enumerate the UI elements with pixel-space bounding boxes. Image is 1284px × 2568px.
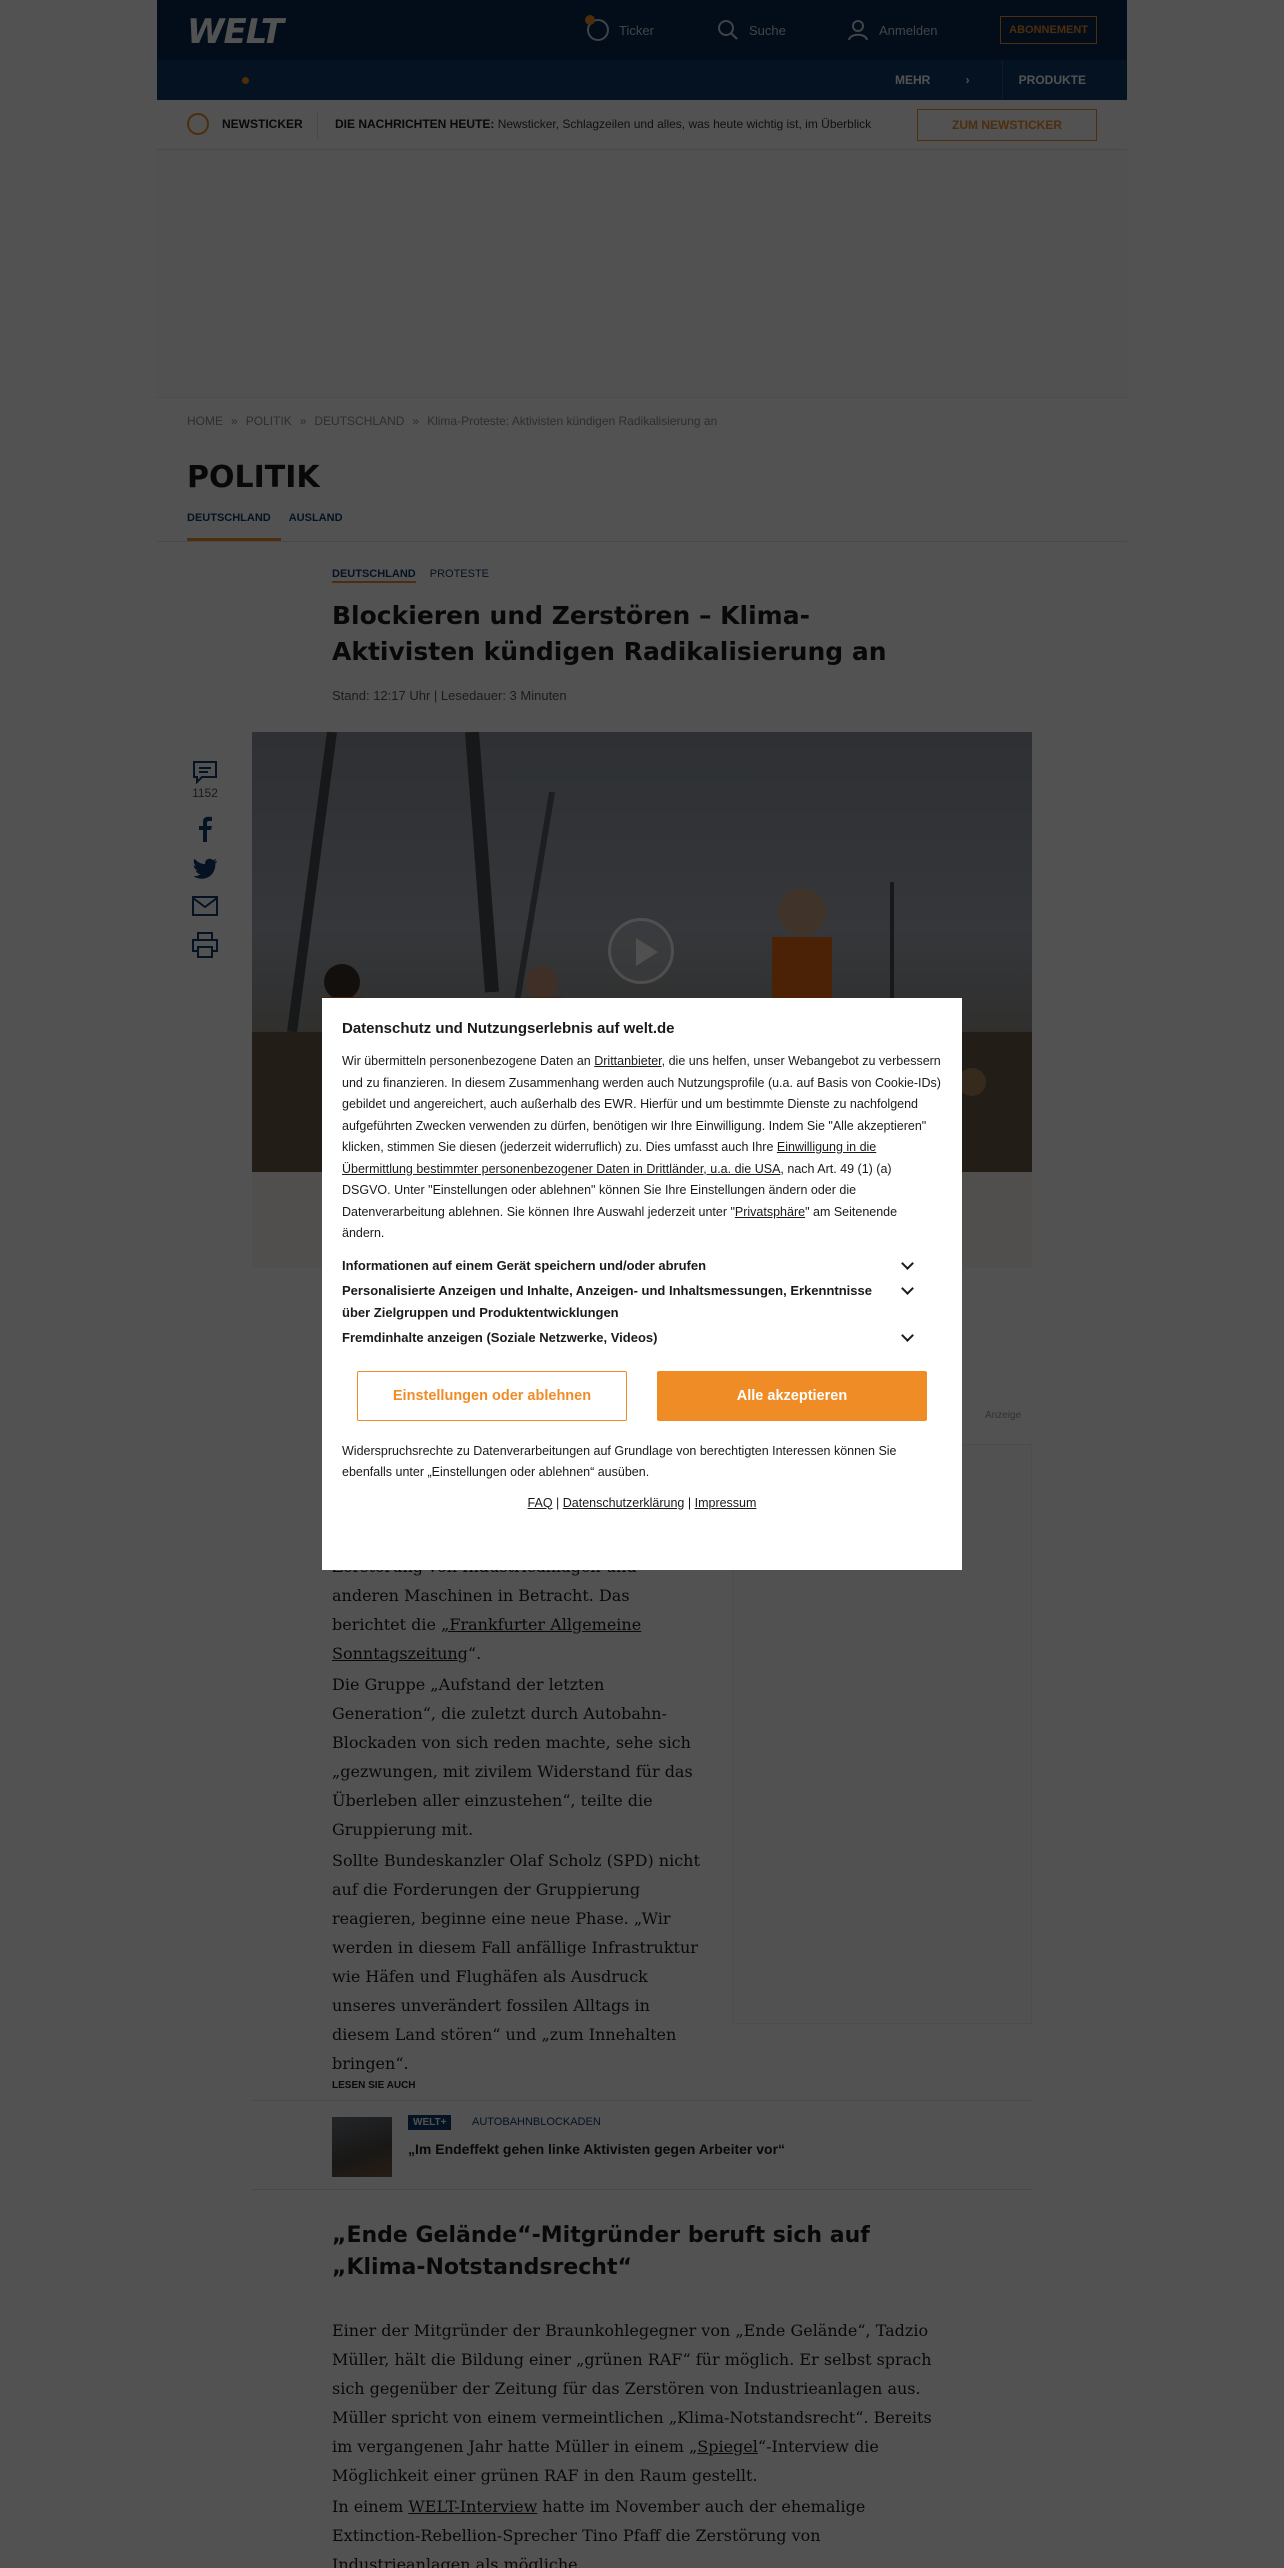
purpose-external-content[interactable]: [342, 1327, 942, 1349]
third-country-consent-link[interactable]: Einwilligung in die Übermittlung bestimmter personenbezogener Daten in Drittländer, u.a. die USA: [342, 1140, 877, 1176]
consent-footer-links: [342, 1496, 942, 1510]
chevron-down-icon: [901, 1282, 914, 1295]
accept-all-button[interactable]: Alle akzeptieren: [657, 1371, 927, 1421]
privacy-link[interactable]: Privatsphäre: [734, 1204, 806, 1219]
consent-title: Datenschutz und Nutzungserlebnis auf welt.de: [342, 1020, 675, 1037]
consent-text: [342, 1051, 942, 1245]
purpose-personalized-ads[interactable]: [342, 1280, 942, 1324]
link-separator: |: [687, 1495, 692, 1510]
chevron-down-icon: [901, 1257, 914, 1270]
third-party-link[interactable]: Drittanbieter: [594, 1054, 662, 1068]
consent-text-4: " am Seitenende ändern.: [342, 1204, 898, 1240]
consent-text-2: , die uns helfen, unser Webangebot zu verbessern und zu finanzieren. In diesem Zusammenhang werden auch Nutzungsprofile (u.a. auf Basis von Cookie-IDs) gebildet und angereichert, auch außerhalb des EWR. Hierfür und um bestimmte Dienste zu nachfolgend aufgeführten Zwecken verwenden zu dürfen, benötigen wir Ihre Einwilligung. Indem Sie "Alle akzeptieren" klicken, stimmen Sie diesen (jederzeit widerruflich) zu. Dies umfasst auch Ihre: [342, 1054, 941, 1154]
faq-link[interactable]: FAQ: [527, 1495, 553, 1510]
purpose-list: [342, 1255, 942, 1349]
imprint-link[interactable]: Impressum: [694, 1495, 757, 1510]
chevron-down-icon: [901, 1329, 914, 1342]
purpose-device-storage[interactable]: [342, 1255, 942, 1277]
purpose-label: Personalisierte Anzeigen und Inhalte, Anzeigen- und Inhaltsmessungen, Erkenntnisse über Zielgruppen und Produktentwicklungen: [342, 1282, 872, 1320]
purpose-label: Fremdinhalte anzeigen (Soziale Netzwerke, Videos): [342, 1329, 658, 1345]
consent-text-1: Wir übermitteln personenbezogene Daten an: [342, 1054, 595, 1068]
privacy-policy-link[interactable]: Datenschutzerklärung: [562, 1495, 685, 1510]
consent-dialog: [322, 998, 962, 1570]
consent-text-3: , nach Art. 49 (1) (a) DSGVO. Unter "Einstellungen oder ablehnen" können Sie Ihre Einstellungen ändern oder die Datenverarbeitung ablehnen. Sie können Ihre Auswahl jederzeit unter ": [342, 1161, 892, 1219]
consent-buttons: [342, 1371, 942, 1421]
consent-footer-text: Widerspruchsrechte zu Datenverarbeitungen auf Grundlage von berechtigten Interessen können Sie ebenfalls unter „Einstellungen oder ablehnen“ ausüben.: [342, 1443, 897, 1479]
settings-or-reject-button[interactable]: Einstellungen oder ablehnen: [357, 1371, 627, 1421]
purpose-label: Informationen auf einem Gerät speichern und/oder abrufen: [342, 1257, 707, 1273]
link-separator: |: [556, 1495, 560, 1510]
